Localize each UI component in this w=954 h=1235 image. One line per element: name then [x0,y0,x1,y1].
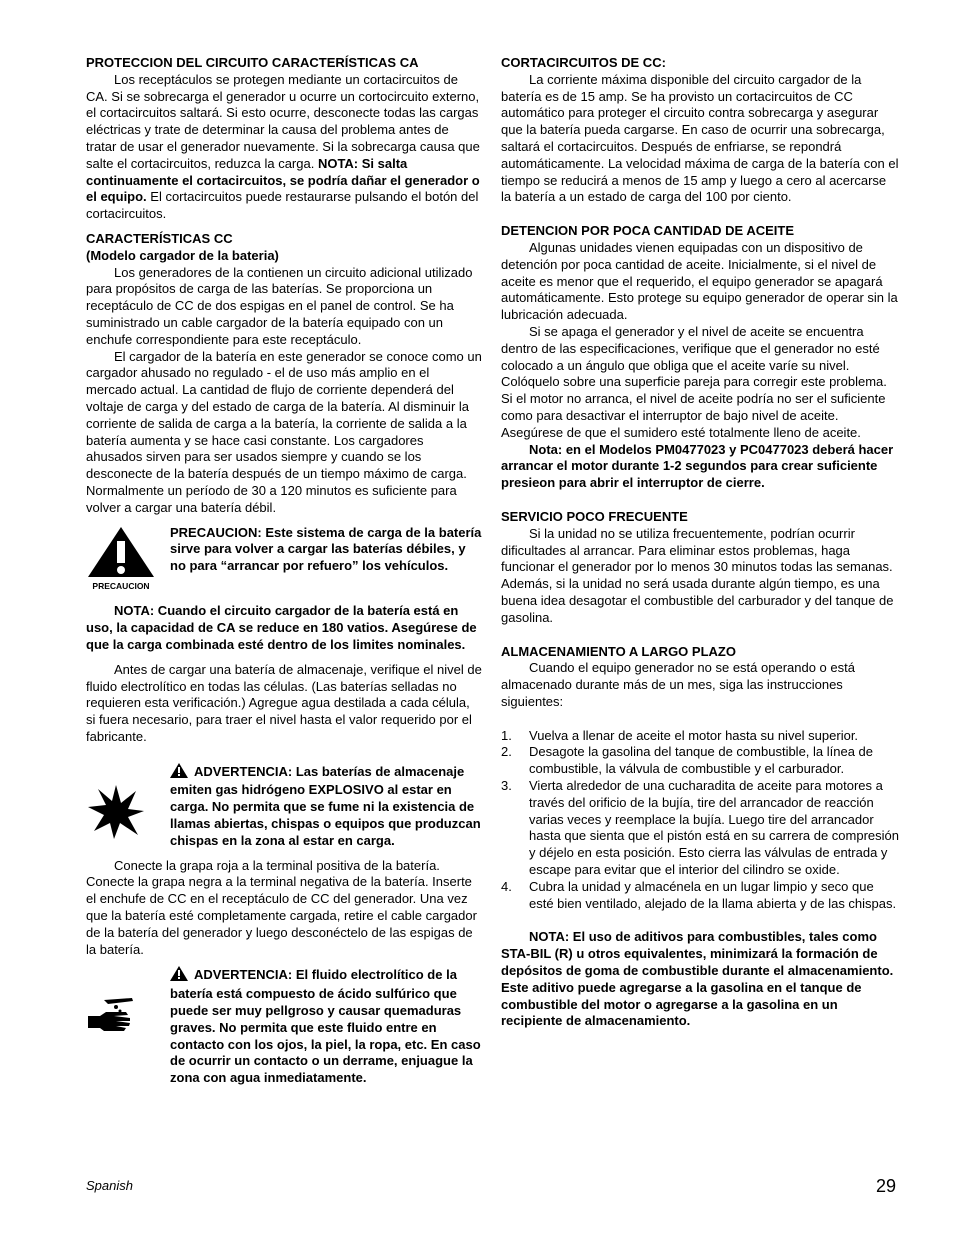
paragraph: Los generadores de la contienen un circuito adicional utilizado para propósitos de carga de las baterías. Se proporciona un receptáculo de CC de dos espigas en el panel de control. Se ha suministrado un cable cargador de la batería equipado con un enchufe correspondiente para este receptáculo. [86,264,473,347]
page-number: 29 [875,1176,896,1196]
note-ac-capacity: NOTA: Cuando el circuito cargador de la batería está en uso, la capacidad de CA se reduce en 180 vatios. Asegúrese de que la carga combinada esté dentro de los limites nominales. [86,603,477,652]
note-fuel-additive: NOTA: El uso de aditivos para combustibles, tales como STA-BIL (R) u otros equivalentes, minimizará la formación de depósitos de goma de combustible durante el almacenamiento. Este aditivo puede agregarse a la gasolina en el tanque de combustible del motor o agregarse a la gasolina en un recipiente de almacenamiento. [501,929,894,1029]
caution-icon [86,525,170,596]
warning-block-acid [86,966,482,1087]
left-column [86,55,482,1087]
subheading-battery-model: (Modelo cargador de la bateria) [86,247,279,263]
paragraph: Antes de cargar una batería de almacenaje, verifique el nivel de fluido electrolítico en todas las células. (Las baterías selladas no requieren esta verificación.) Agregue agua destilada a cada célula, si fuera necesario, para traer el nivel hasta el valor requerido por el fabricante. [86,661,482,744]
footer-language: Spanish [86,1178,133,1193]
acid-hand-icon [86,966,170,1087]
warning-triangle-icon [170,763,188,783]
paragraph: Los receptáculos se protegen mediante un cortacircuitos de CA. Si se sobrecarga el generador u ocurre un cortocircuito externo, el cortacircuitos saltará. Si esto ocurre, desconecte todas las cargas eléctricas y trate de determinar la causa del problema antes de tratar de usar el generador nuevamente. Si la sobrecarga causa que salte el cortacircuitos, reduzca la carga. NOTA: Si salta continuamente el cortacircuitos, se podría dañar el generador o el equipo. El cortacircuitos puede restaurarse pulsando el botón del cortacircuitos. [86,71,480,222]
explosion-icon [86,763,170,850]
caution-text: PRECAUCION: Este sistema de carga de la batería sirve para volver a cargar las baterías débiles, y no para “arrancar por refuero” los vehículos. [170,524,482,574]
heading-dc-breaker: CORTACIRCUITOS DE CC: [501,55,666,70]
storage-steps-list [501,728,899,913]
paragraph: Algunas unidades vienen equipadas con un dispositivo de detención por poca cantidad de aceite. Inicialmente, si el nivel de aceite es menor que el requerido, el equipo generador se apagará automáticamente. Esto protege su equipo generador de operar sin la lubricación adecuada. [501,239,898,323]
svg-text:PRECAUCION: PRECAUCION [92,580,150,591]
paragraph: La corriente máxima disponible del circuito cargador de la batería es de 15 amp. Se ha provisto un cortacircuitos de CC automático para proteger el circuito contra sobrecarga y asegurar que la batería pueda cargarse. En caso de ocurrir una sobrecarga, saltará el cortacircuitos. Después de enfriarse, se repondrá automáticamente. La velocidad máxima de carga de la batería con el tiempo se reducirá a menos de 15 amp y luego a cero al acercarse la batería a un estado de carga del 100 por ciento. [501,71,899,205]
list-item: 3. Vierta alrededor de una cucharadita de aceite para motores a través del orificio de la bujía, tire del arrancador de reacción varias veces y reemplace la bujía. Luego tire del arrancador hasta que sienta que el pistón está en su carrera de compresión y déjelo en esta posición. Esto cierra las válvulas de entrada y escape para evitar que el interior del cilindro se oxide. [501,778,900,878]
right-column [501,55,899,1030]
list-item: 2. Desagote la gasolina del tanque de combustible, la línea de combustible, la válvula de combustible y el carburador. [501,744,874,777]
note-models: Nota: en el Modelos PM0477023 y PC0477023 deberá hacer arrancar el motor durante 1-2 segundos para crear suficiente presieon para abrir el interruptor de cierre. [501,441,894,491]
heading-ac-protection: PROTECCION DEL CIRCUITO CARACTERÍSTICAS CA [86,55,419,70]
warning-block-explosive [86,763,482,850]
heading-dc-features: CARACTERÍSTICAS CC [86,230,233,246]
warning-triangle-icon [170,966,188,986]
heading-low-oil: DETENCION POR POCA CANTIDAD DE ACEITE [501,223,794,239]
warning-text-explosive: ADVERTENCIA: Las baterías de almacenaje emiten gas hidrógeno EXPLOSIVO al estar en carga. No permita que se fume ni la existencia de llamas abiertas, chispas o equipos que produzcan chispas en la zona al estar en carga. [170,763,481,848]
list-item: 1. Vuelva a llenar de aceite el motor hasta su nivel superior. [501,727,859,743]
heading-long-term-storage: ALMACENAMIENTO A LARGO PLAZO [501,643,736,659]
paragraph: Si se apaga el generador y el nivel de aceite se encuentra dentro de las especificaciones, verifique que el generador no esté colocado a un ángulo que obliga que el aceite varíe su nivel. Colóquelo sobre una superficie pareja para corregir este problema. Si el motor no arranca, el nivel de aceite podría no ser el suficiente como para desactivar el interruptor de bajo nivel de aceite. Asegúrese de que el sumidero esté totalmente lleno de aceite. [501,323,887,440]
heading-infrequent-service: SERVICIO POCO FRECUENTE [501,508,688,524]
paragraph: Cuando el equipo generador no se está operando o está almacenado durante más de un mes, siga las instrucciones siguientes: [501,660,855,709]
caution-block [86,525,482,596]
paragraph: Si la unidad no se utiliza frecuentemente, podrían ocurrir dificultades al arrancar. Para eliminar estos problemas, haga funcionar el generador por lo menos 30 minutos todas las semanas. Además, si la unidad no será usada durante algún tiempo, es una buena idea desagotar el combustible del carburador y del tanque de gasolina. [501,525,894,625]
list-item: 4. Cubra la unidad y almacénela en un lugar limpio y seco que esté bien ventilado, alejado de la llama abierta y de las chispas. [501,878,897,911]
paragraph: El cargador de la batería en este generador se conoce como un cargador ahusado no regulado - el de uso más amplio en el mercado actual. La cantidad de flujo de corriente dependerá del voltaje de carga y del estado de carga de la batería. Al disminuir la corriente de salida de carga a la batería, la corriente de salida a la batería aumenta y se hace casi constante. Los cargadores ahusados sirven para ser usados siempre y cuando se los desconecte de la batería después de un tiempo máximo de carga. Normalmente un período de 30 a 120 minutos es suficiente para volver a cargar una batería débil. [86,348,482,515]
paragraph: Conecte la grapa roja a la terminal positiva de la batería. Conecte la grapa negra a la terminal negativa de la batería. Inserte el enchufe de CC en el receptáculo de CC del generador. Una vez que la batería esté completamente cargada, retire el cable cargador de la batería del generador y luego desconéctelo de las espigas de la batería. [86,857,477,957]
warning-text-acid: ADVERTENCIA: El fluido electrolítico de la batería está compuesto de ácido sulfúrico que puede ser muy pellgroso y causar quemaduras graves. No permita que este fluido entre en contacto con los ojos, la piel, la ropa, etc. En caso de ocurrir un contacto o un derrame, enjuague la zona con agua inmediatamente. [170,967,481,1086]
